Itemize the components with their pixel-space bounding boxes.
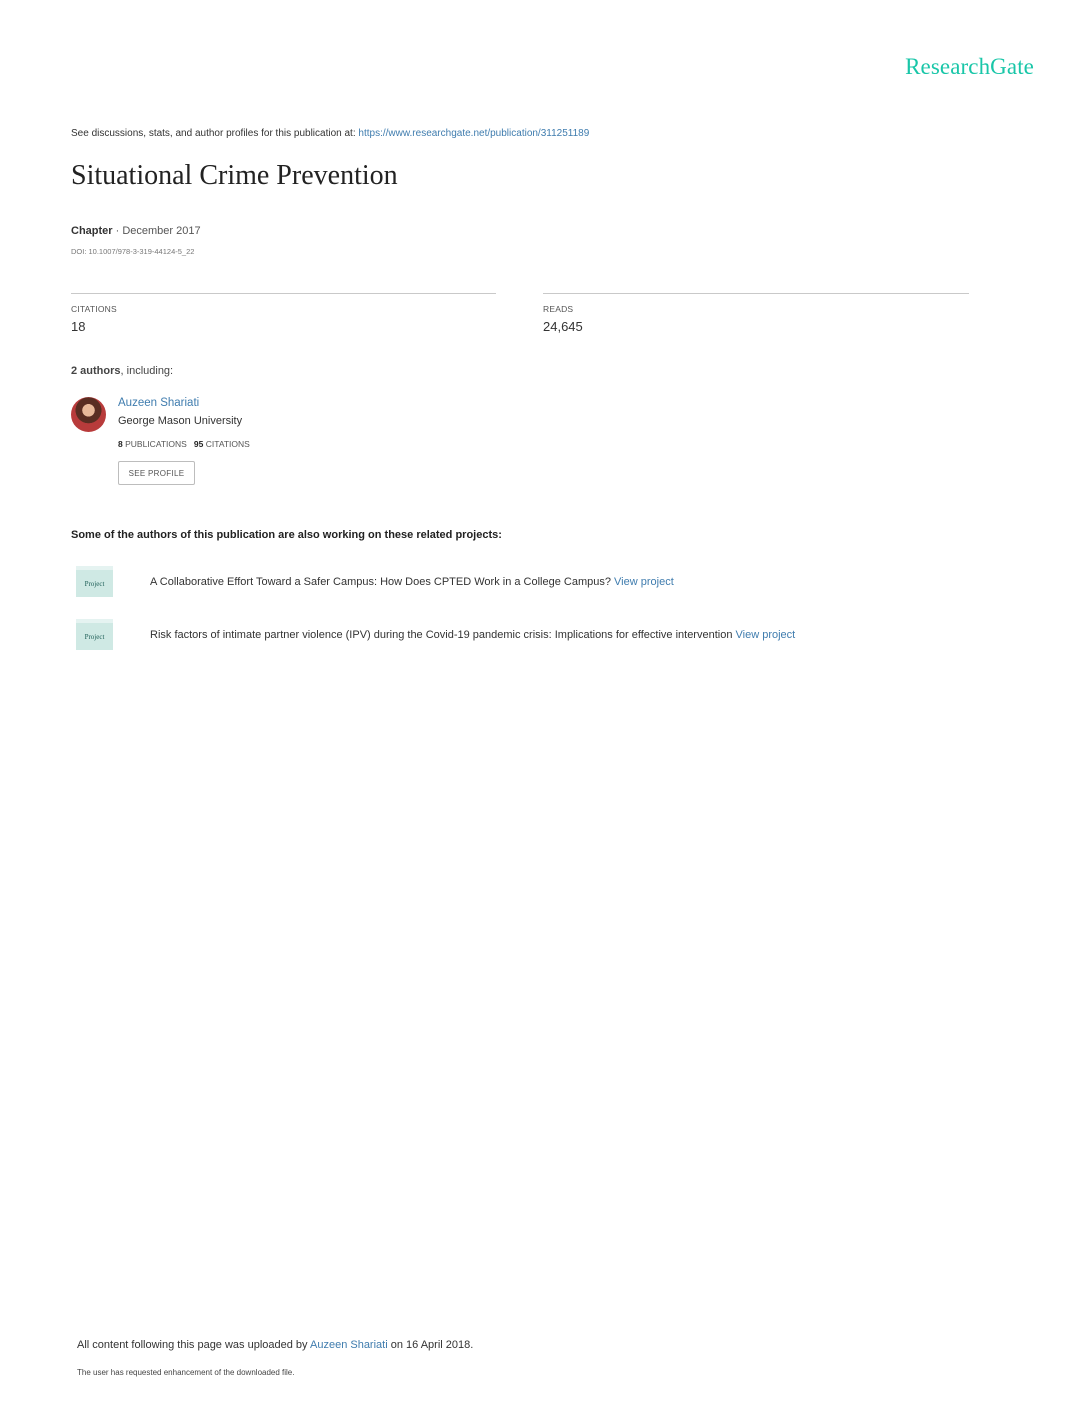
author-publications-count: 8 — [118, 439, 123, 449]
author-publications-label: PUBLICATIONS — [125, 439, 187, 449]
publication-type: Chapter — [71, 225, 113, 237]
citations-label: CITATIONS — [71, 304, 117, 314]
citations-value: 18 — [71, 319, 86, 334]
see-profile-button[interactable]: SEE PROFILE — [118, 461, 195, 485]
authors-count-bold: 2 authors — [71, 365, 121, 377]
author-name-link[interactable]: Auzeen Shariati — [118, 397, 200, 409]
related-projects-heading: Some of the authors of this publication are also working on these related projects: — [71, 529, 502, 541]
publication-doi: DOI: 10.1007/978-3-319-44124-5_22 — [71, 247, 195, 256]
related-project-title: A Collaborative Effort Toward a Safer Campus: How Does CPTED Work in a College Campus? — [150, 576, 615, 588]
upload-notice — [77, 1339, 473, 1351]
view-project-link[interactable]: View project — [735, 629, 796, 641]
view-project-link[interactable]: View project — [614, 576, 674, 588]
upload-notice-prefix: All content following this page was uploaded by — [77, 1339, 310, 1351]
citations-divider — [71, 293, 496, 294]
publication-date: · December 2017 — [112, 225, 201, 237]
avatar[interactable] — [71, 397, 106, 432]
publication-meta — [71, 225, 201, 237]
related-project-item — [150, 576, 674, 588]
related-project-item — [150, 629, 795, 641]
researchgate-logo[interactable]: ResearchGate — [905, 54, 1034, 79]
publication-url-link[interactable]: https://www.researchgate.net/publication/311251189 — [358, 128, 590, 139]
reads-divider — [543, 293, 969, 294]
reads-value: 24,645 — [543, 319, 583, 334]
authors-count — [71, 365, 173, 377]
project-icon[interactable]: Project — [76, 619, 113, 650]
see-discussions-text: See discussions, stats, and author profiles for this publication at: — [71, 128, 359, 139]
reads-label: READS — [543, 304, 574, 314]
author-affiliation: George Mason University — [118, 415, 243, 427]
author-citations-count: 95 — [193, 439, 204, 449]
page-title: Situational Crime Prevention — [71, 160, 398, 191]
upload-notice-suffix: on 16 April 2018. — [387, 1339, 474, 1351]
author-stats — [118, 439, 250, 449]
project-icon[interactable]: Project — [76, 566, 113, 597]
see-discussions-line — [71, 128, 589, 139]
author-citations-label: CITATIONS — [205, 439, 250, 449]
uploader-link[interactable]: Auzeen Shariati — [310, 1339, 388, 1351]
enhancement-note: The user has requested enhancement of the downloaded file. — [77, 1368, 295, 1377]
related-project-title: Risk factors of intimate partner violence (IPV) during the Covid-19 pandemic crisis: Implications for effective intervention — [150, 629, 736, 641]
authors-count-rest: , including: — [120, 365, 174, 377]
